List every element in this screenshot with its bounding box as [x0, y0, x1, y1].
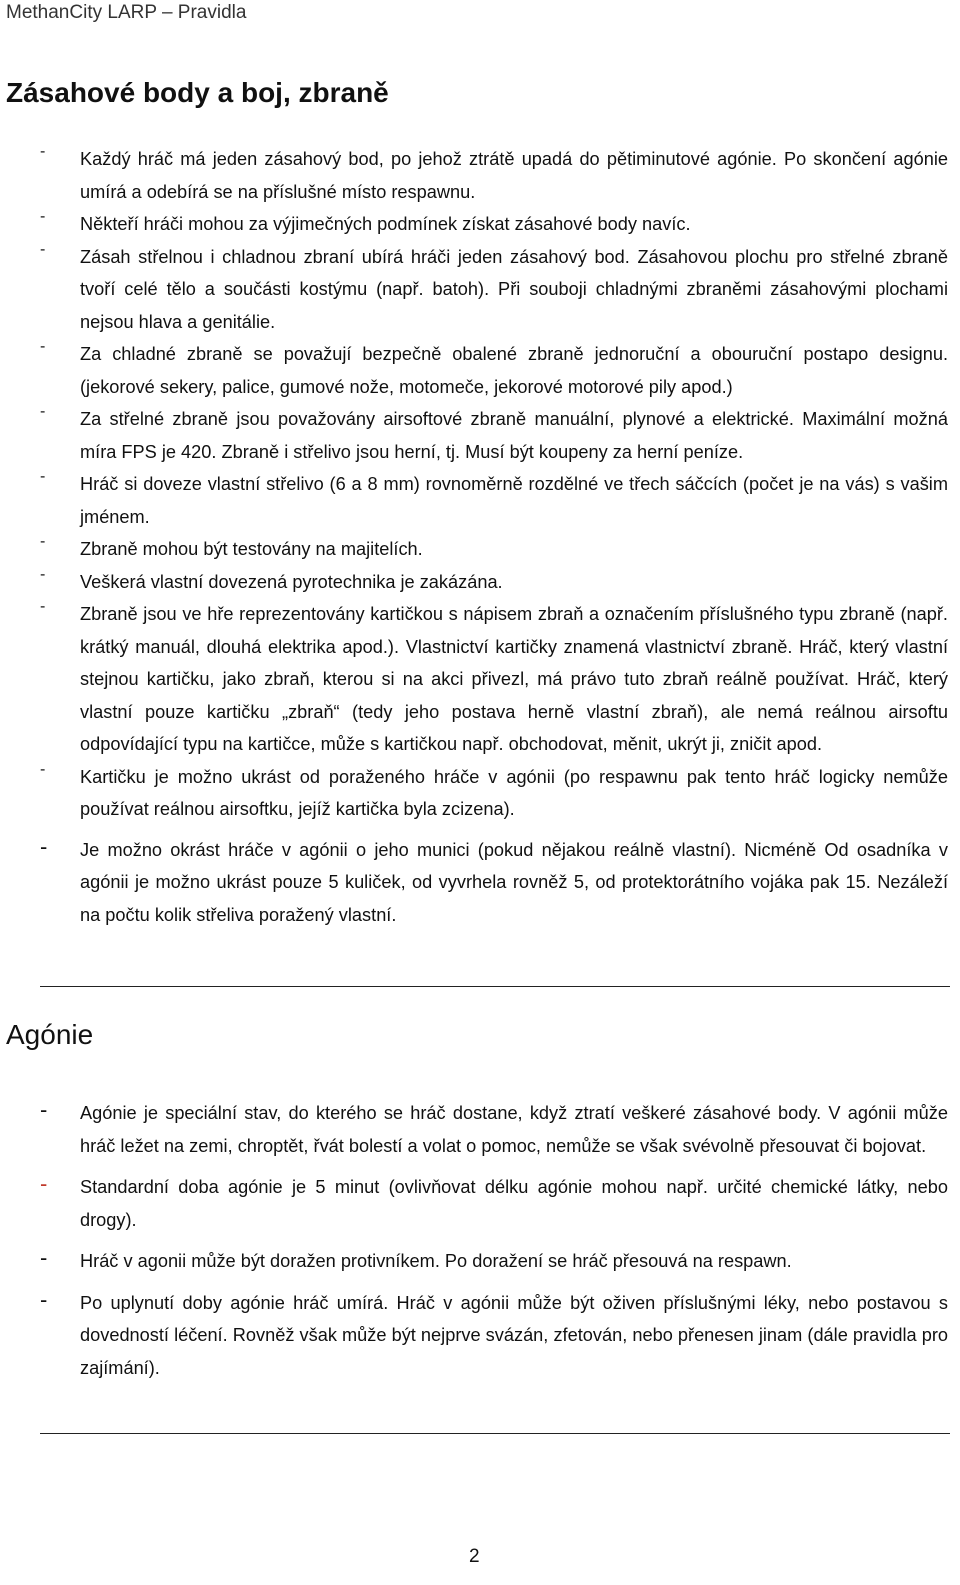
section-heading-combat: Zásahové body a boj, zbraně: [6, 77, 389, 108]
bullet-dash: -: [40, 338, 46, 355]
list-item: [0, 338, 948, 403]
bullet-dash: -: [40, 533, 46, 550]
section-divider: [40, 986, 950, 987]
list-item: [0, 598, 948, 761]
list-item-text: Hráč si doveze vlastní střelivo (6 a 8 mm) rovnoměrně rozdělné ve třech sáčcích (počet je na vás) s vašim jménem.: [80, 474, 948, 527]
list-item-text: Kartičku je možno ukrást od poraženého hráče v agónii (po respawnu pak tento hráč logicky nemůže používat reálnou airsoftku, jejíž kartička byla zcizena).: [80, 766, 948, 819]
list-item: [0, 1171, 948, 1236]
list-item: [0, 1287, 948, 1385]
list-item: [0, 143, 948, 208]
list-item-text: Standardní doba agónie je 5 minut (ovlivňovat délku agónie mohou např. určité chemické látky, nebo drogy).: [80, 1177, 948, 1230]
list-item: [0, 468, 948, 533]
list-item: [0, 403, 948, 468]
list-item-text: Zásah střelnou i chladnou zbraní ubírá hráči jeden zásahový bod. Zásahovou plochu pro střelné zbraně tvoří celé tělo a součásti kostýmu (např. batoh). Při souboji chladnými zbraněmi zásahovými plochami nejsou hlava a genitálie.: [80, 246, 948, 332]
list-item-text: Zbraně jsou ve hře reprezentovány kartičkou s nápisem zbraň a označením příslušného typu zbraně (např. krátký manuál, dlouhá elektrika apod.). Vlastnictví kartičky znamená vlastnictví zbraně. Hráč, který vlastní stejnou kartičku, jako zbraň, kterou si na akci přivezl, má právo tuto zbraň reálně používat. Hráč, který vlastní pouze kartičku „zbraň“ (tedy jeho postava herně vlastní zbraň), ale nemá reálnou airsoftu odpovídající typu na kartičce, může s kartičkou např. obchodovat, měnit, ukrýt ji, zničit apod.: [80, 604, 948, 754]
list-item-text: Zbraně mohou být testovány na majitelích.: [80, 539, 423, 559]
list-item: [0, 761, 948, 826]
list-item-text: Veškerá vlastní dovezená pyrotechnika je zakázána.: [80, 571, 503, 592]
bullet-dash: -: [40, 1171, 48, 1196]
page-number: 2: [469, 1546, 480, 1567]
list-item-text: Po uplynutí doby agónie hráč umírá. Hráč v agónii může být oživen příslušnými léky, nebo postavou s dovedností léčení. Rovněž však může být nejprve svázán, zfetován, nebo přenesen jinam (dále pravidla pro zajímání).: [80, 1292, 948, 1378]
bullet-dash: -: [40, 833, 48, 859]
list-item-text: Každý hráč má jeden zásahový bod, po jehož ztrátě upadá do pětiminutové agónie. Po skončení agónie umírá a odebírá se na příslušné místo respawnu.: [80, 149, 948, 202]
bullet-dash: -: [40, 403, 46, 420]
list-item: [0, 1245, 948, 1278]
list-item-text: Za střelné zbraně jsou považovány airsoftové zbraně manuální, plynové a elektrické. Maximální možná míra FPS je 420. Zbraně i střelivo jsou herní, tj. Musí být koupeny za herní peníze.: [80, 409, 948, 462]
bullet-dash: -: [40, 565, 46, 583]
bullet-dash: -: [40, 1097, 48, 1122]
bullet-dash: -: [40, 143, 46, 160]
list-item-text: Někteří hráči mohou za výjimečných podmínek získat zásahové body navíc.: [80, 214, 691, 234]
list-item: [0, 834, 948, 932]
bullet-dash: -: [40, 240, 46, 258]
list-item: [0, 533, 948, 566]
section-divider: [40, 1433, 950, 1434]
bullet-dash: -: [40, 598, 46, 615]
agony-rules-list: [0, 1097, 960, 1393]
section-heading-agony: Agónie: [6, 1019, 94, 1050]
list-item-text: Za chladné zbraně se považují bezpečně obalené zbraně jednoruční a obouruční postapo designu. (jekorové sekery, palice, gumové nože, motomeče, jekorové motorové pily apod.): [80, 344, 948, 397]
bullet-dash: -: [40, 208, 46, 225]
list-item: [0, 208, 948, 241]
bullet-dash: -: [40, 468, 46, 485]
bullet-dash: -: [40, 1245, 48, 1270]
list-item-text: Je možno okrást hráče v agónii o jeho munici (pokud nějakou reálně vlastní). Nicméně Od osadníka v agónii je možno ukrást pouze 5 kuliček, od vyvrhela rovněž 5, od protektorátního vojáka pak 15. Nezáleží na počtu kolik střeliva poražený vlastní.: [80, 839, 948, 925]
document-header: MethanCity LARP – Pravidla: [6, 2, 247, 23]
list-item: [0, 566, 948, 599]
bullet-dash: -: [40, 1286, 48, 1312]
combat-rules-list: [0, 143, 960, 931]
list-item-text: Hráč v agonii může být doražen protivníkem. Po doražení se hráč přesouvá na respawn.: [80, 1251, 792, 1271]
list-item-text: Agónie je speciální stav, do kterého se hráč dostane, když ztratí veškeré zásahové body. V agónii může hráč ležet na zemi, chroptět, řvát bolestí a volat o pomoc, nemůže se však svévolně přesouvat či bojovat.: [80, 1103, 948, 1156]
list-item: [0, 1097, 948, 1162]
list-item: [0, 241, 948, 339]
bullet-dash: -: [40, 760, 46, 778]
